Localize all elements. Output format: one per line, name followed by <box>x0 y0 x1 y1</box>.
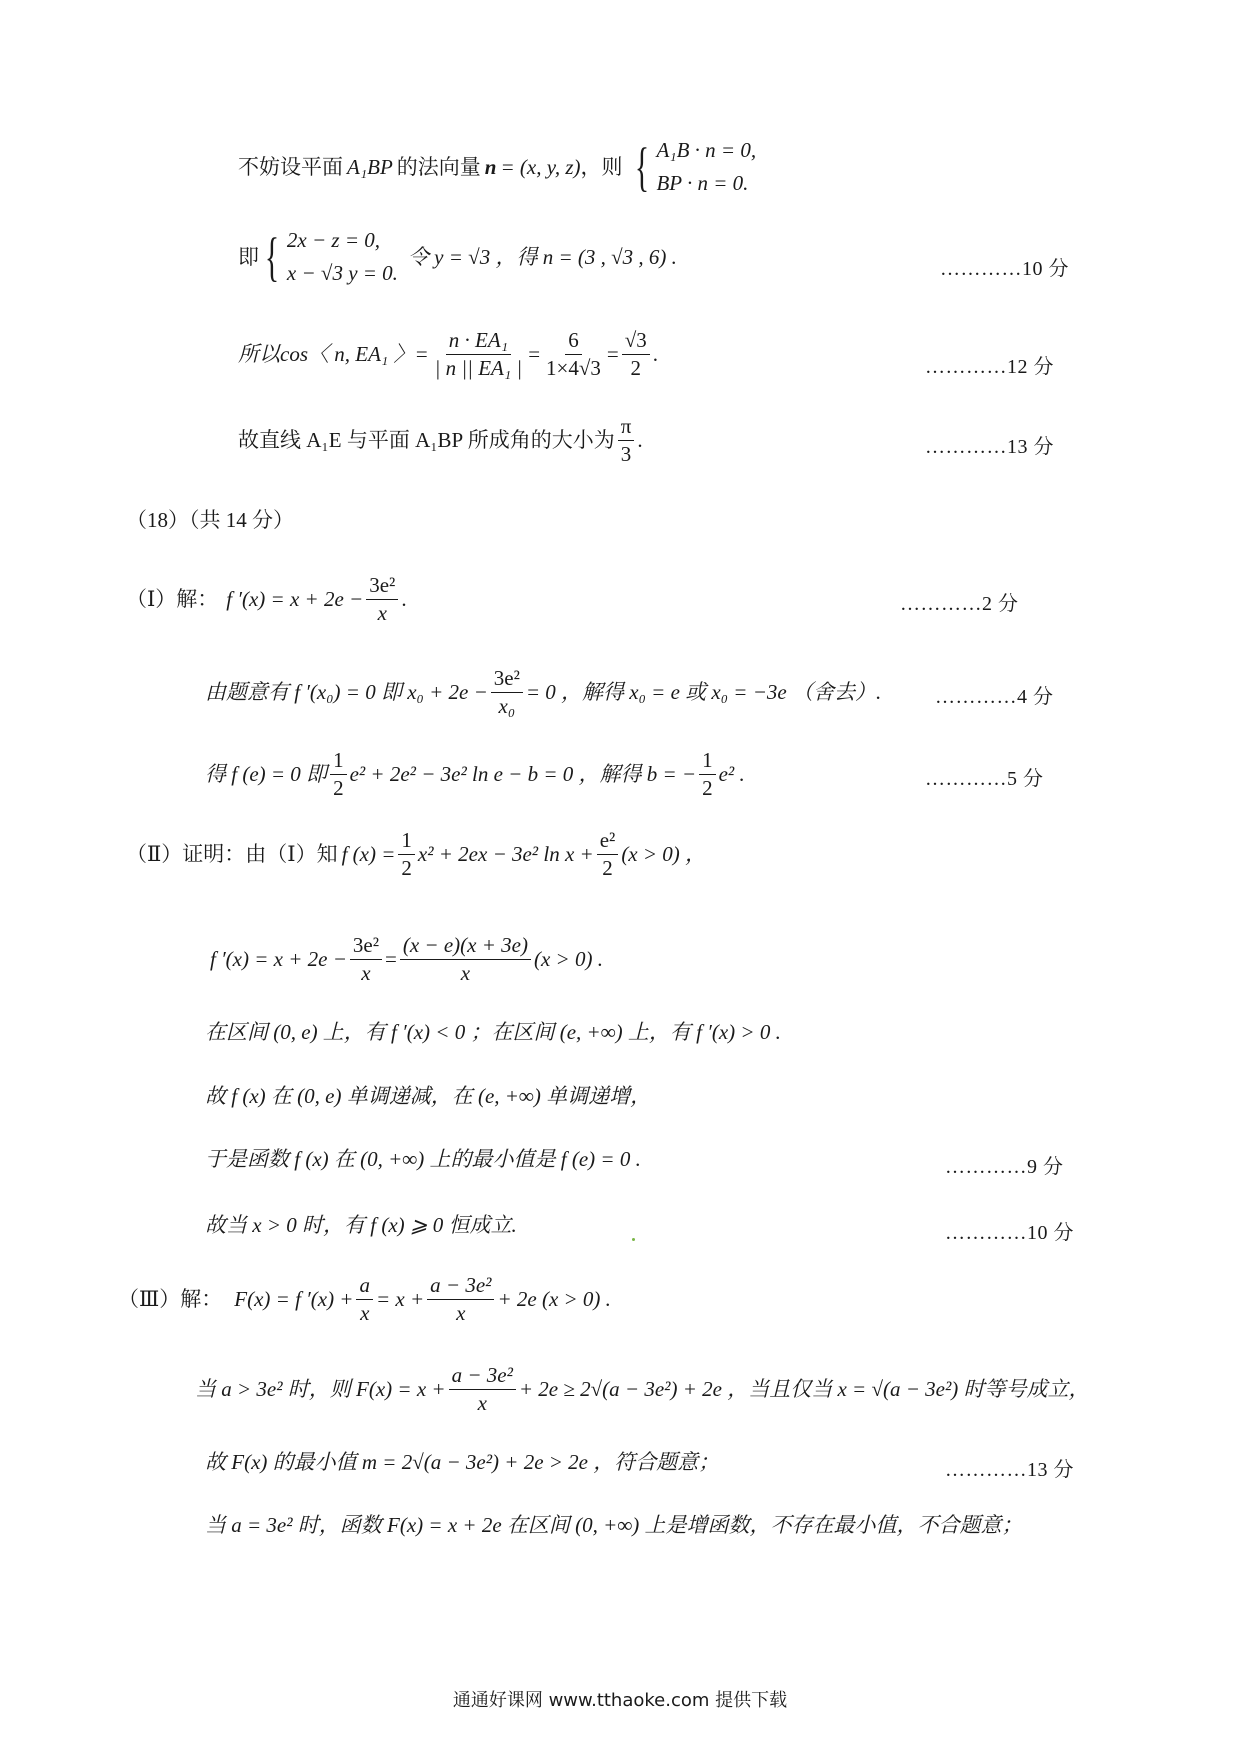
brace-symbol: { <box>634 137 649 197</box>
math-segment: (x > 0) . <box>533 947 603 971</box>
fraction-denominator: | n || EA₁ | <box>434 356 523 380</box>
fraction-numerator: 6 <box>565 330 582 355</box>
fraction-numerator: a − 3e² <box>449 1365 516 1390</box>
math-segment: e² + 2e² − 3e² ln e − b = 0 ，解得 b = − <box>349 762 697 786</box>
fraction-denominator: x <box>377 601 387 625</box>
fraction-numerator: 3e² <box>366 575 398 600</box>
line-angle <box>238 416 643 465</box>
fraction-denominator: x <box>456 1301 466 1325</box>
fraction-numerator: 3e² <box>350 935 382 960</box>
fraction-denominator: x <box>361 961 371 985</box>
period: . <box>652 342 659 366</box>
part-two-intervals: 在区间 (0, e) 上，有 f ′(x) < 0 ；在区间 (e, +∞) 上，有 f ′(x) > 0 . <box>205 1020 781 1044</box>
fraction-denominator: 2 <box>630 356 642 380</box>
fraction <box>356 1275 373 1324</box>
text-segment: 故直线 A₁E 与平面 A₁BP 所成角的大小为 <box>238 428 615 452</box>
fraction <box>350 935 382 984</box>
math-segment: f ′(x) = x + 2e − <box>210 947 347 971</box>
fraction-denominator: x <box>360 1301 370 1325</box>
part-three-case-greater <box>195 1365 1090 1414</box>
math-segment: = (x, y, z) <box>500 154 581 179</box>
line-solve-system <box>238 227 677 287</box>
fraction-denominator: 2 <box>401 856 412 880</box>
fraction <box>330 750 347 799</box>
equation-row: 2x − z = 0, <box>286 228 381 252</box>
part-two-function <box>126 830 706 879</box>
fraction <box>618 416 635 465</box>
math-segment: 得 f (e) = 0 即 <box>205 762 328 786</box>
math-segment: f ′(x) = x + 2e − <box>226 587 364 611</box>
part-one-solve-b <box>205 750 745 799</box>
fraction-numerator: e² <box>597 830 619 855</box>
period: . <box>401 587 407 611</box>
score-label: …………2 分 <box>900 593 1019 615</box>
text-segment: 不妨设平面 <box>238 154 343 179</box>
math-segment: 令 y = √3 ，得 n = (3 , √3 , 6) . <box>407 244 677 269</box>
math-segment: + 2e ≥ 2√(a − 3e²) + 2e ，当且仅当 x = √(a − 3e²) 时等号成立， <box>518 1377 1090 1401</box>
fraction <box>699 750 716 799</box>
fraction-numerator: 1 <box>330 750 347 775</box>
part-three-minimum: 故 F(x) 的最小值 m = 2√(a − 3e²) + 2e > 2e ，符合题意； <box>205 1450 720 1474</box>
fraction-numerator: π <box>618 416 635 441</box>
part-label: （Ⅱ）证明：由（Ⅰ）知 <box>126 842 338 866</box>
fraction <box>449 1365 516 1414</box>
equation-row: A₁B · n = 0, <box>656 138 757 162</box>
fraction-denominator: 2 <box>602 856 613 880</box>
math-segment: 由题意有 f ′(x₀) = 0 即 x₀ + 2e − <box>205 680 488 704</box>
fraction <box>597 830 619 879</box>
math-segment: x² + 2ex − 3e² ln x + <box>417 842 594 866</box>
fraction-numerator: 1 <box>398 830 415 855</box>
math-segment: = x + <box>375 1287 425 1311</box>
fraction-numerator: 1 <box>699 750 716 775</box>
math-segment: e² . <box>718 762 745 786</box>
score-label: …………10 分 <box>940 258 1069 280</box>
equals-sign: = <box>606 342 619 366</box>
fraction <box>366 575 398 624</box>
math-segment: f (x) = <box>341 842 396 866</box>
part-three-case-equal: 当 a = 3e² 时，函数 F(x) = x + 2e 在区间 (0, +∞) 上是增函数，不存在最小值，不合题意； <box>205 1513 1023 1537</box>
score-label: …………13 分 <box>945 1459 1074 1481</box>
part-three-function <box>118 1275 611 1324</box>
fraction <box>491 668 523 717</box>
line-cosine <box>238 330 658 379</box>
part-one-derivative <box>126 575 407 624</box>
math-segment: + 2e (x > 0) . <box>497 1287 611 1311</box>
score-label: …………12 分 <box>925 356 1054 378</box>
math-segment: 所以cos〈 n, EA₁ 〉= <box>238 342 429 366</box>
math-segment: = 0 ，解得 x₀ = e 或 x₀ = −3e （舍去）. <box>525 680 882 704</box>
score-label: …………13 分 <box>925 436 1054 458</box>
fraction-denominator: 3 <box>620 442 632 466</box>
math-segment: n <box>484 154 497 179</box>
score-label: …………5 分 <box>925 768 1044 790</box>
fraction-numerator: a <box>356 1275 373 1300</box>
fraction <box>398 830 415 879</box>
part-label: （Ⅲ）解： <box>118 1287 223 1311</box>
math-segment: (x > 0) ， <box>621 842 707 866</box>
math-segment: A₁BP <box>347 154 393 179</box>
text-segment: ，则 <box>580 154 623 179</box>
fraction-denominator: x <box>477 1391 487 1415</box>
fraction-numerator: (x − e)(x + 3e) <box>400 935 531 960</box>
math-segment: 当 a > 3e² 时，则 F(x) = x + <box>195 1377 446 1401</box>
page-footer: 通通好课网 www.tthaoke.com 提供下载 <box>452 1690 788 1711</box>
equation-system <box>656 140 756 194</box>
fraction-denominator: x₀ <box>498 694 516 718</box>
period: . <box>637 428 643 452</box>
fraction-numerator: √3 <box>622 330 650 355</box>
fraction <box>400 935 531 984</box>
part-label: （Ⅰ）解： <box>126 587 219 611</box>
equals-sign: = <box>528 342 541 366</box>
score-label: …………10 分 <box>945 1222 1074 1244</box>
score-label: …………9 分 <box>945 1156 1064 1178</box>
part-two-monotonic: 故 f (x) 在 (0, e) 单调递减，在 (e, +∞) 单调递增， <box>205 1084 652 1108</box>
text-segment: 即 <box>238 244 259 269</box>
line-normal-vector <box>238 137 757 197</box>
fraction <box>622 330 650 379</box>
part-one-critical-point <box>205 668 881 717</box>
fraction-numerator: 3e² <box>491 668 523 693</box>
fraction-denominator: 2 <box>333 776 344 800</box>
stray-mark <box>632 1238 635 1241</box>
fraction-denominator: x <box>460 961 471 985</box>
equation-row: BP · n = 0. <box>656 171 749 195</box>
fraction-numerator: n · EA₁ <box>446 330 511 355</box>
fraction <box>432 330 526 379</box>
fraction <box>543 330 604 379</box>
fraction-denominator: 1×4√3 <box>546 356 601 380</box>
math-segment: F(x) = f ′(x) + <box>234 1287 354 1311</box>
fraction <box>427 1275 494 1324</box>
equation-row: x − √3 y = 0. <box>286 261 398 285</box>
part-two-derivative <box>210 935 603 984</box>
fraction-denominator: 2 <box>702 776 713 800</box>
text-segment: 的法向量 <box>396 154 481 179</box>
brace-symbol: { <box>264 227 280 287</box>
equals-sign: = <box>385 947 397 971</box>
part-two-conclusion: 故当 x > 0 时，有 f (x) ⩾ 0 恒成立. <box>205 1213 517 1237</box>
question-title: （18）（共 14 分） <box>126 508 294 532</box>
part-two-minimum: 于是函数 f (x) 在 (0, +∞) 上的最小值是 f (e) = 0 . <box>205 1147 641 1171</box>
score-label: …………4 分 <box>935 686 1054 708</box>
fraction-numerator: a − 3e² <box>427 1275 494 1300</box>
equation-system <box>287 230 398 284</box>
